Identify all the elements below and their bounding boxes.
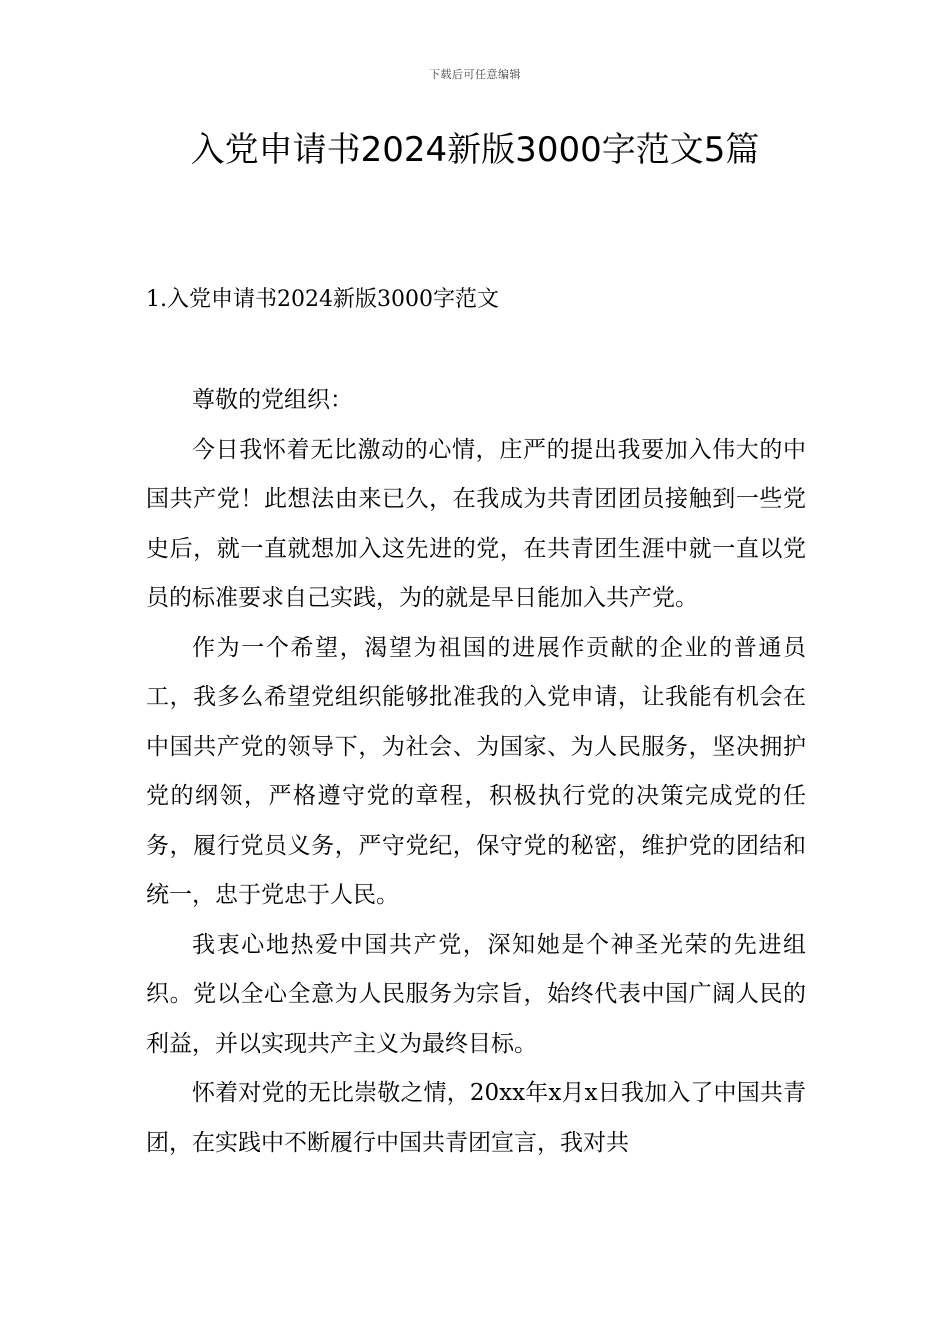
document-body — [146, 376, 806, 1168]
paragraph: 我衷心地热爱中国共产党，深知她是个神圣光荣的先进组织。党以全心全意为人民服务为宗旨，始终代表中国广阔人民的利益，并以实现共产主义为最终目标。 — [146, 931, 806, 1057]
header-note: 下载后可任意编辑 — [429, 68, 521, 81]
document-title: 入党申请书2024新版3000字范文5篇 — [190, 130, 760, 170]
paragraph: 今日我怀着无比激动的心情，庄严的提出我要加入伟大的中国共产党！此想法由来已久，在我成为共青团团员接触到一些党史后，就一直就想加入这先进的党，在共青团生涯中就一直以党员的标准要求自己实践，为的就是早日能加入共产党。 — [146, 436, 806, 611]
salutation: 尊敬的党组织： — [192, 387, 353, 413]
section-heading: 1.入党申请书2024新版3000字范文 — [146, 287, 499, 312]
paragraph: 怀着对党的无比崇敬之情，20xx年x月x日我加入了中国共青团，在实践中不断履行中国共青团宣言，我对共 — [146, 1080, 806, 1156]
paragraph: 作为一个希望，渴望为祖国的进展作贡献的企业的普通员工，我多么希望党组织能够批准我的入党申请，让我能有机会在中国共产党的领导下，为社会、为国家、为人民服务，坚决拥护党的纲领，严格遵守党的章程，积极执行党的决策完成党的任务，履行党员义务，严守党纪，保守党的秘密，维护党的团结和统一，忠于党忠于人民。 — [146, 634, 806, 908]
